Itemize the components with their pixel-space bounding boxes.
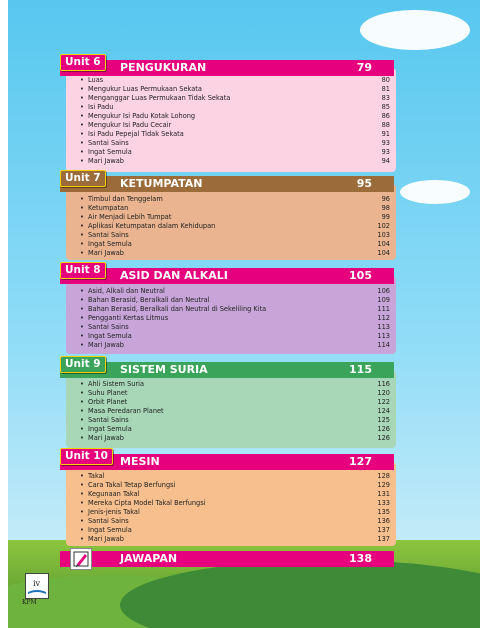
unit6-title-bar[interactable] xyxy=(60,60,394,76)
list-item[interactable]: • Luas 80 xyxy=(80,76,390,84)
unit6-title: PENGUKURAN xyxy=(120,61,207,74)
list-item[interactable]: • Jenis-jenis Takal 135 xyxy=(80,508,390,516)
unit9-tab: Unit 9 xyxy=(60,356,106,373)
list-item[interactable]: • Masa Peredaran Planet 124 xyxy=(80,407,390,415)
list-item[interactable]: • Santai Sains 103 xyxy=(80,231,390,239)
unit6-tab: Unit 6 xyxy=(60,54,106,71)
publisher-label: KPM xyxy=(22,599,37,606)
page-folio: iv xyxy=(33,579,41,588)
list-item[interactable]: • Pengganti Kertas Litmus 112 xyxy=(80,314,390,322)
unit6-page: 79 xyxy=(356,61,372,74)
list-item[interactable]: • Santai Sains 113 xyxy=(80,323,390,331)
unit8-title: ASID DAN ALKALI xyxy=(120,269,228,282)
list-item[interactable]: • Ketumpatan 98 xyxy=(80,204,390,212)
unit8-tab: Unit 8 xyxy=(60,262,106,279)
list-item[interactable]: • Mari Jawab 126 xyxy=(80,434,390,442)
list-item[interactable]: • Orbit Planet 122 xyxy=(80,398,390,406)
unit10-title: MESIN xyxy=(120,455,160,468)
list-item[interactable]: • Santai Sains 93 xyxy=(80,139,390,147)
list-item[interactable]: • Bahan Berasid, Beralkali dan Neutral 109 xyxy=(80,296,390,304)
unit7-title-bar[interactable] xyxy=(60,176,394,192)
list-item[interactable]: • Timbul dan Tenggelam 96 xyxy=(80,195,390,203)
list-item[interactable]: • Suhu Planet 120 xyxy=(80,389,390,397)
list-item[interactable]: • Mengukur Luas Permukaan Sekata 81 xyxy=(80,85,390,93)
unit7-tab: Unit 7 xyxy=(60,170,106,187)
unit8-title-bar[interactable] xyxy=(60,268,394,284)
list-item[interactable]: • Santai Sains 125 xyxy=(80,416,390,424)
list-item[interactable]: • Bahan Berasid, Beralkali dan Neutral di Sekeliling Kita 111 xyxy=(80,305,390,313)
unit10-page: 127 xyxy=(349,455,372,468)
answers-title: JAWAPAN xyxy=(120,552,178,565)
list-item[interactable]: • Isi Padu Pepejal Tidak Sekata 91 xyxy=(80,130,390,138)
book-logo-icon xyxy=(25,573,49,599)
list-item[interactable]: • Menganggar Luas Permukaan Tidak Sekata 83 xyxy=(80,94,390,102)
list-item[interactable]: • Mari Jawab 114 xyxy=(80,341,390,349)
list-item[interactable]: • Air Menjadi Lebih Tumpat 99 xyxy=(80,213,390,221)
unit8-page: 105 xyxy=(349,269,372,282)
unit9-page: 115 xyxy=(349,363,372,376)
unit9-title: SISTEM SURIA xyxy=(120,363,208,376)
list-item[interactable]: • Isi Padu 85 xyxy=(80,103,390,111)
answers-title-bar[interactable] xyxy=(60,551,394,567)
list-item[interactable]: • Mengukur Isi Padu Cecair 88 xyxy=(80,121,390,129)
list-item[interactable]: • Ingat Semula 93 xyxy=(80,148,390,156)
list-item[interactable]: • Aplikasi Ketumpatan dalam Kehidupan 102 xyxy=(80,222,390,230)
list-item[interactable]: • Kegunaan Takal 131 xyxy=(80,490,390,498)
list-item[interactable]: • Asid, Alkali dan Neutral 106 xyxy=(80,287,390,295)
list-item[interactable]: • Mengukur Isi Padu Kotak Lohong 86 xyxy=(80,112,390,120)
page-margin xyxy=(0,0,8,628)
cloud xyxy=(360,10,470,50)
pencil-icon xyxy=(70,548,92,570)
list-item[interactable]: • Mereka Cipta Model Takal Berfungsi 133 xyxy=(80,499,390,507)
list-item[interactable]: • Cara Takal Tetap Berfungsi 129 xyxy=(80,481,390,489)
answers-page: 138 xyxy=(349,552,372,565)
list-item[interactable]: • Ingat Semula 104 xyxy=(80,240,390,248)
list-item[interactable]: • Mari Jawab 104 xyxy=(80,249,390,257)
list-item[interactable]: • Ingat Semula 137 xyxy=(80,526,390,534)
unit7-page: 95 xyxy=(356,177,372,190)
unit9-title-bar[interactable] xyxy=(60,362,394,378)
list-item[interactable]: • Mari Jawab 94 xyxy=(80,157,390,165)
list-item[interactable]: • Ingat Semula 113 xyxy=(80,332,390,340)
unit10-tab: Unit 10 xyxy=(60,448,113,465)
unit7-title: KETUMPATAN xyxy=(120,177,203,190)
list-item[interactable]: • Ingat Semula 126 xyxy=(80,425,390,433)
list-item[interactable]: • Ahli Sistem Suria 116 xyxy=(80,380,390,388)
list-item[interactable]: • Takal 128 xyxy=(80,472,390,480)
list-item[interactable]: • Mari Jawab 137 xyxy=(80,535,390,543)
list-item[interactable]: • Santai Sains 136 xyxy=(80,517,390,525)
cloud xyxy=(400,180,470,204)
